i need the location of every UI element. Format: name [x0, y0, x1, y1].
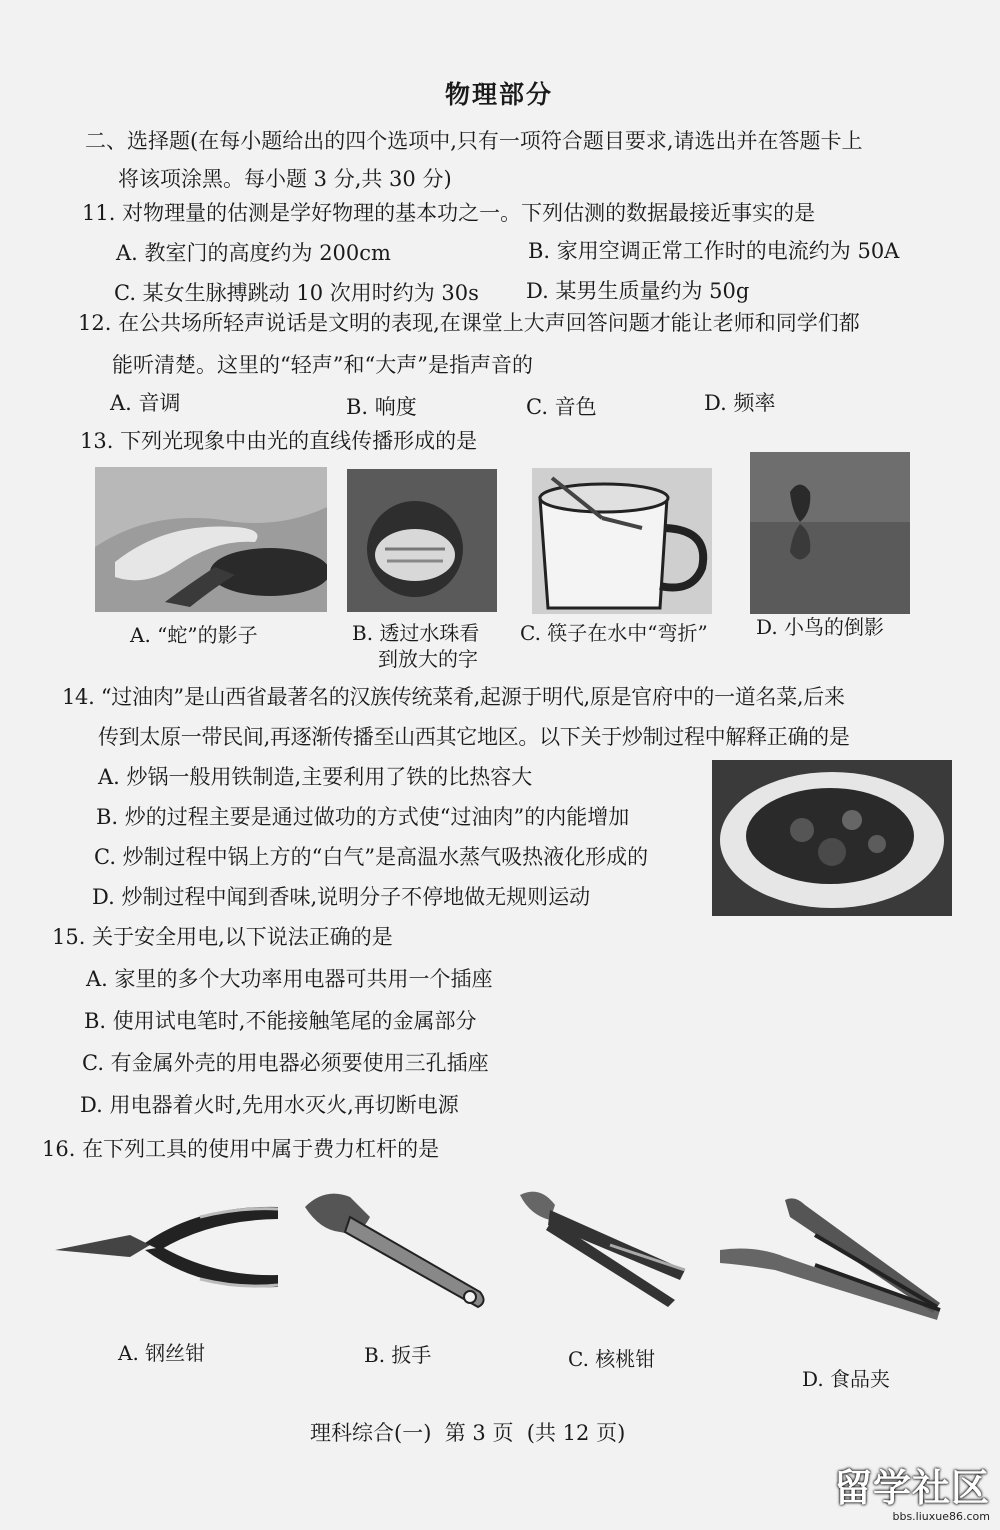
- q12-option-b: B. 响度: [346, 395, 417, 419]
- wrench-image: [300, 1182, 490, 1312]
- page-title: 物理部分: [445, 80, 554, 109]
- bird-reflection-image: [750, 452, 910, 614]
- section-instruction-line2: 将该项涂黑。每小题 3 分,共 30 分): [118, 167, 452, 191]
- food-tongs-photo: [715, 1195, 945, 1325]
- q11-option-a: A. 教室门的高度约为 200cm: [116, 241, 391, 265]
- snake-shadow-photo: [95, 467, 327, 612]
- q11-option-c: C. 某女生脉搏跳动 10 次用时约为 30s: [114, 281, 479, 305]
- q16-stem: 16. 在下列工具的使用中属于费力杠杆的是: [42, 1137, 440, 1161]
- chopsticks-cup-image: [532, 468, 712, 614]
- watermark: [830, 1466, 990, 1526]
- q15-option-b: B. 使用试电笔时,不能接触笔尾的金属部分: [84, 1009, 477, 1033]
- q11-option-d: D. 某男生质量约为 50g: [526, 279, 750, 303]
- pliers-image: [50, 1195, 282, 1305]
- nutcracker-image: [510, 1185, 690, 1310]
- q16-caption-a: A. 钢丝钳: [118, 1341, 206, 1365]
- q11-option-b: B. 家用空调正常工作时的电流约为 50A: [528, 239, 900, 263]
- wrench-photo: [300, 1182, 490, 1312]
- q16-caption-c: C. 核桃钳: [568, 1347, 656, 1371]
- q14-option-b: B. 炒的过程主要是通过做功的方式使“过油肉”的内能增加: [96, 805, 630, 829]
- watermark-logo-text: 留学社区: [833, 1466, 990, 1510]
- q15-option-c: C. 有金属外壳的用电器必须要使用三孔插座: [82, 1051, 489, 1075]
- q14-option-d: D. 炒制过程中闻到香味,说明分子不停地做无规则运动: [92, 885, 591, 909]
- nutcracker-photo: [510, 1185, 690, 1310]
- q12-option-d: D. 频率: [704, 391, 776, 415]
- fried-meat-dish-image: [712, 760, 952, 916]
- water-drop-photo: [347, 469, 497, 612]
- page-footer: 理科综合(一) 第 3 页 (共 12 页): [310, 1421, 626, 1445]
- q13-stem: 13. 下列光现象中由光的直线传播形成的是: [80, 429, 478, 453]
- q15-option-d: D. 用电器着火时,先用水灭火,再切断电源: [80, 1093, 459, 1117]
- q16-caption-b: B. 扳手: [364, 1343, 432, 1367]
- q13-caption-c: C. 筷子在水中“弯折”: [520, 621, 708, 645]
- bird-reflection-photo: [750, 452, 910, 614]
- q14-stem-line2: 传到太原一带民间,再逐渐传播至山西其它地区。以下关于炒制过程中解释正确的是: [98, 725, 850, 749]
- q13-caption-a: A. “蛇”的影子: [130, 623, 258, 647]
- q13-caption-d: D. 小鸟的倒影: [756, 615, 885, 639]
- q14-stem-line1: 14. “过油肉”是山西省最著名的汉族传统菜肴,起源于明代,原是官府中的一道名菜,后来: [62, 685, 845, 709]
- q15-option-a: A. 家里的多个大功率用电器可共用一个插座: [86, 967, 493, 991]
- q12-option-a: A. 音调: [110, 391, 181, 415]
- q11-stem: 11. 对物理量的估测是学好物理的基本功之一。下列估测的数据最接近事实的是: [82, 201, 816, 225]
- fried-meat-dish-photo: [712, 760, 952, 916]
- q15-stem: 15. 关于安全用电,以下说法正确的是: [52, 925, 393, 949]
- q13-caption-b-line2: 到放大的字: [378, 647, 478, 671]
- q13-caption-b-line1: B. 透过水珠看: [352, 621, 480, 645]
- q12-stem-line1: 12. 在公共场所轻声说话是文明的表现,在课堂上大声回答问题才能让老师和同学们都: [78, 311, 860, 335]
- section-instruction-line1: 二、选择题(在每小题给出的四个选项中,只有一项符合题目要求,请选出并在答题卡上: [85, 129, 863, 153]
- watermark-url: bbs.liuxue86.com: [892, 1510, 990, 1523]
- q14-option-c: C. 炒制过程中锅上方的“白气”是高温水蒸气吸热液化形成的: [94, 845, 649, 869]
- q12-option-c: C. 音色: [526, 395, 597, 419]
- chopsticks-cup-photo: [532, 468, 712, 614]
- q14-option-a: A. 炒锅一般用铁制造,主要利用了铁的比热容大: [98, 765, 533, 789]
- snake-shadow-image: [95, 467, 327, 612]
- q16-caption-d: D. 食品夹: [802, 1367, 891, 1391]
- water-drop-image: [347, 469, 497, 612]
- pliers-photo: [50, 1195, 282, 1305]
- q12-stem-line2: 能听清楚。这里的“轻声”和“大声”是指声音的: [112, 353, 533, 377]
- food-tongs-image: [715, 1195, 945, 1325]
